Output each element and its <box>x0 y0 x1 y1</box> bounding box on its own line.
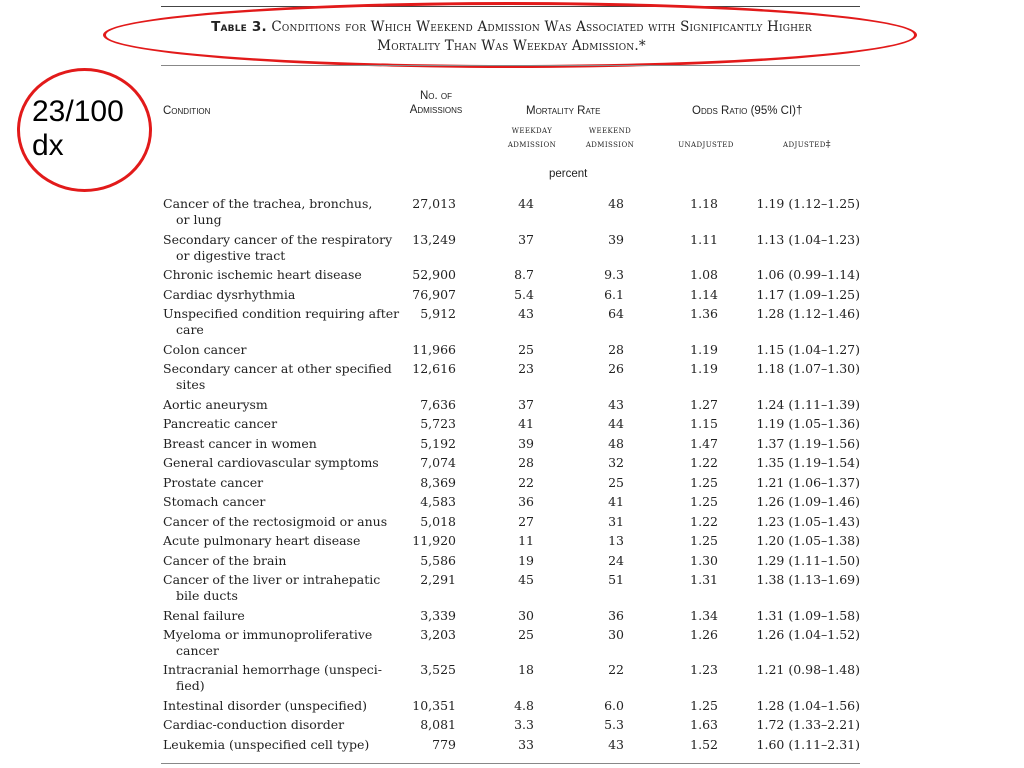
condition-name <box>163 436 383 452</box>
condition-name <box>163 361 392 392</box>
subheader-weekend-line-2: admission <box>585 139 635 150</box>
odds-ratio-adjusted: 1.26 (1.04–1.52) <box>756 627 860 642</box>
odds-ratio-adjusted: 1.15 (1.04–1.27) <box>756 342 860 357</box>
odds-ratio-unadjusted: 1.47 <box>690 436 718 451</box>
odds-ratio-adjusted: 1.60 (1.11–2.31) <box>756 737 860 752</box>
odds-ratio-unadjusted: 1.22 <box>690 514 718 529</box>
subheader-weekend-line-1: weekend <box>588 125 632 136</box>
weekday-mortality: 18 <box>518 662 534 677</box>
condition-name-line-2: care <box>176 321 204 337</box>
condition-name <box>163 533 383 549</box>
weekend-mortality: 51 <box>608 572 624 587</box>
weekend-mortality: 36 <box>608 608 624 623</box>
table-number: Table 3. <box>211 19 267 35</box>
weekday-mortality: 23 <box>518 361 534 376</box>
condition-name <box>163 342 383 358</box>
condition-name-line-1: Secondary cancer at other specified <box>163 361 392 376</box>
odds-ratio-adjusted: 1.06 (0.99–1.14) <box>756 267 860 282</box>
odds-ratio-adjusted: 1.23 (1.05–1.43) <box>756 514 860 529</box>
header-odds-ratio: Odds Ratio (95% CI)† <box>692 105 803 117</box>
odds-ratio-unadjusted: 1.08 <box>690 267 718 282</box>
admissions-count: 4,583 <box>420 494 456 509</box>
header-admissions-line-2: Admissions <box>409 104 463 116</box>
weekend-mortality: 41 <box>608 494 624 509</box>
odds-ratio-adjusted: 1.19 (1.12–1.25) <box>756 196 860 211</box>
odds-ratio-unadjusted: 1.22 <box>690 455 718 470</box>
weekday-mortality: 45 <box>518 572 534 587</box>
condition-name <box>163 397 383 413</box>
weekday-mortality: 19 <box>518 553 534 568</box>
odds-ratio-unadjusted: 1.34 <box>690 608 718 623</box>
condition-name-line-1: Intracranial hemorrhage (unspeci- <box>163 662 383 677</box>
subheader-unadjusted: unadjusted <box>678 139 734 150</box>
condition-name-line-1: Pancreatic cancer <box>163 416 278 431</box>
odds-ratio-unadjusted: 1.25 <box>690 494 718 509</box>
condition-name-line-1: Stomach cancer <box>163 494 266 509</box>
condition-name-line-1: Cardiac dysrhythmia <box>163 287 296 302</box>
condition-name <box>163 475 383 491</box>
odds-ratio-adjusted: 1.24 (1.11–1.39) <box>756 397 860 412</box>
weekday-mortality: 22 <box>518 475 534 490</box>
weekday-mortality: 11 <box>518 533 534 548</box>
odds-ratio-unadjusted: 1.18 <box>690 196 718 211</box>
condition-name-line-1: Unspecified condition requiring after <box>163 306 400 321</box>
condition-name-line-1: Leukemia (unspecified cell type) <box>163 737 370 752</box>
condition-name-line-1: General cardiovascular symptoms <box>163 455 379 470</box>
odds-ratio-adjusted: 1.13 (1.04–1.23) <box>756 232 860 247</box>
admissions-count: 76,907 <box>412 287 456 302</box>
condition-name-line-1: Prostate cancer <box>163 475 264 490</box>
odds-ratio-unadjusted: 1.36 <box>690 306 718 321</box>
weekend-mortality: 44 <box>608 416 624 431</box>
odds-ratio-unadjusted: 1.63 <box>690 717 718 732</box>
weekday-mortality: 5.4 <box>514 287 534 302</box>
admissions-count: 8,369 <box>420 475 456 490</box>
condition-name <box>163 608 383 624</box>
table-title-text-1: Conditions for Which Weekend Admission Was Associated with Significantly Higher <box>271 19 812 35</box>
admissions-count: 2,291 <box>420 572 456 587</box>
condition-name <box>163 287 383 303</box>
condition-name-line-2: or lung <box>176 211 222 227</box>
odds-ratio-unadjusted: 1.25 <box>690 533 718 548</box>
odds-ratio-unadjusted: 1.25 <box>690 475 718 490</box>
weekend-mortality: 64 <box>608 306 624 321</box>
header-mortality-rate: Mortality Rate <box>526 105 601 117</box>
admissions-count: 10,351 <box>412 698 456 713</box>
weekend-mortality: 43 <box>608 737 624 752</box>
weekend-mortality: 28 <box>608 342 624 357</box>
weekend-mortality: 30 <box>608 627 624 642</box>
odds-ratio-unadjusted: 1.26 <box>690 627 718 642</box>
condition-name <box>163 232 393 263</box>
odds-ratio-unadjusted: 1.19 <box>690 361 718 376</box>
admissions-count: 11,920 <box>412 533 456 548</box>
admissions-count: 3,203 <box>420 627 456 642</box>
condition-name-line-1: Secondary cancer of the respiratory <box>163 232 393 247</box>
header-admissions-line-1: No. of <box>419 90 453 102</box>
admissions-count: 5,018 <box>420 514 456 529</box>
weekday-mortality: 3.3 <box>514 717 534 732</box>
header-condition: Condition <box>163 105 211 117</box>
admissions-count: 11,966 <box>412 342 456 357</box>
odds-ratio-adjusted: 1.18 (1.07–1.30) <box>756 361 860 376</box>
condition-name-line-2: cancer <box>176 642 219 658</box>
weekday-mortality: 37 <box>518 397 534 412</box>
weekday-mortality: 43 <box>518 306 534 321</box>
odds-ratio-unadjusted: 1.23 <box>690 662 718 677</box>
odds-ratio-unadjusted: 1.14 <box>690 287 718 302</box>
condition-name <box>163 717 383 733</box>
condition-name <box>163 416 383 432</box>
weekend-mortality: 24 <box>608 553 624 568</box>
weekday-mortality: 25 <box>518 342 534 357</box>
table-title-line-2: Mortality Than Was Weekday Admission.* <box>377 38 646 54</box>
odds-ratio-unadjusted: 1.15 <box>690 416 718 431</box>
weekday-mortality: 33 <box>518 737 534 752</box>
weekday-mortality: 27 <box>518 514 534 529</box>
admissions-count: 5,586 <box>420 553 456 568</box>
weekend-mortality: 39 <box>608 232 624 247</box>
admissions-count: 3,339 <box>420 608 456 623</box>
odds-ratio-adjusted: 1.35 (1.19–1.54) <box>756 455 860 470</box>
condition-name-line-1: Breast cancer in women <box>163 436 317 451</box>
subheader-weekday-line-1: weekday <box>511 125 553 136</box>
weekend-mortality: 6.1 <box>604 287 624 302</box>
odds-ratio-adjusted: 1.29 (1.11–1.50) <box>756 553 860 568</box>
condition-name <box>163 494 383 510</box>
admissions-count: 12,616 <box>412 361 456 376</box>
condition-name <box>163 698 383 714</box>
weekend-mortality: 25 <box>608 475 624 490</box>
condition-name <box>163 572 383 603</box>
weekend-mortality: 32 <box>608 455 624 470</box>
condition-name-line-1: Aortic aneurysm <box>163 397 268 412</box>
admissions-count: 3,525 <box>420 662 456 677</box>
condition-name <box>163 553 383 569</box>
condition-name-line-1: Cancer of the trachea, bronchus, <box>163 196 373 211</box>
subheader-weekday-line-2: admission <box>507 139 557 150</box>
table-bottom-rule <box>161 763 860 764</box>
condition-name-line-1: Intestinal disorder (unspecified) <box>163 698 367 713</box>
weekday-mortality: 30 <box>518 608 534 623</box>
odds-ratio-adjusted: 1.37 (1.19–1.56) <box>756 436 860 451</box>
admissions-count: 7,074 <box>420 455 456 470</box>
weekend-mortality: 22 <box>608 662 624 677</box>
weekday-mortality: 37 <box>518 232 534 247</box>
condition-name <box>163 662 383 693</box>
condition-name-line-1: Cancer of the brain <box>163 553 287 568</box>
odds-ratio-adjusted: 1.72 (1.33–2.21) <box>756 717 860 732</box>
condition-name-line-1: Cardiac-conduction disorder <box>163 717 345 732</box>
admissions-count: 13,249 <box>412 232 456 247</box>
condition-name-line-1: Renal failure <box>163 608 245 623</box>
odds-ratio-unadjusted: 1.30 <box>690 553 718 568</box>
odds-ratio-adjusted: 1.28 (1.04–1.56) <box>756 698 860 713</box>
odds-ratio-adjusted: 1.17 (1.09–1.25) <box>756 287 860 302</box>
weekend-mortality: 43 <box>608 397 624 412</box>
condition-name-line-1: Cancer of the liver or intrahepatic <box>163 572 381 587</box>
admissions-count: 779 <box>432 737 456 752</box>
odds-ratio-adjusted: 1.21 (1.06–1.37) <box>756 475 860 490</box>
odds-ratio-adjusted: 1.28 (1.12–1.46) <box>756 306 860 321</box>
annotation-line-2: dx <box>32 129 64 162</box>
odds-ratio-unadjusted: 1.27 <box>690 397 718 412</box>
weekday-mortality: 44 <box>518 196 534 211</box>
weekend-mortality: 48 <box>608 196 624 211</box>
weekday-mortality: 39 <box>518 436 534 451</box>
condition-name-line-2: sites <box>176 376 206 392</box>
condition-name <box>163 196 383 227</box>
odds-ratio-adjusted: 1.19 (1.05–1.36) <box>756 416 860 431</box>
condition-name-line-1: Cancer of the rectosigmoid or anus <box>163 514 388 529</box>
odds-ratio-adjusted: 1.38 (1.13–1.69) <box>756 572 860 587</box>
condition-name <box>163 306 400 337</box>
condition-name-line-1: Acute pulmonary heart disease <box>163 533 361 548</box>
odds-ratio-unadjusted: 1.19 <box>690 342 718 357</box>
condition-name-line-1: Chronic ischemic heart disease <box>163 267 362 282</box>
admissions-count: 7,636 <box>420 397 456 412</box>
condition-name-line-2: fied) <box>176 677 205 693</box>
odds-ratio-unadjusted: 1.52 <box>690 737 718 752</box>
subheader-adjusted: adjusted‡ <box>783 139 831 150</box>
unit-label-percent: percent <box>549 168 588 180</box>
condition-name <box>163 737 383 753</box>
admissions-count: 5,192 <box>420 436 456 451</box>
odds-ratio-adjusted: 1.21 (0.98–1.48) <box>756 662 860 677</box>
condition-name <box>163 514 388 530</box>
weekend-mortality: 5.3 <box>604 717 624 732</box>
weekday-mortality: 8.7 <box>514 267 534 282</box>
weekday-mortality: 25 <box>518 627 534 642</box>
weekend-mortality: 31 <box>608 514 624 529</box>
annotation-line-1: 23/100 <box>32 95 124 128</box>
weekday-mortality: 36 <box>518 494 534 509</box>
admissions-count: 5,912 <box>420 306 456 321</box>
weekday-mortality: 28 <box>518 455 534 470</box>
admissions-count: 5,723 <box>420 416 456 431</box>
condition-name-line-2: or digestive tract <box>176 247 286 263</box>
weekend-mortality: 9.3 <box>604 267 624 282</box>
admissions-count: 52,900 <box>412 267 456 282</box>
weekday-mortality: 41 <box>518 416 534 431</box>
condition-name-line-1: Colon cancer <box>163 342 247 357</box>
odds-ratio-adjusted: 1.31 (1.09–1.58) <box>756 608 860 623</box>
condition-name <box>163 267 383 283</box>
odds-ratio-unadjusted: 1.25 <box>690 698 718 713</box>
admissions-count: 27,013 <box>412 196 456 211</box>
weekend-mortality: 13 <box>608 533 624 548</box>
odds-ratio-adjusted: 1.20 (1.05–1.38) <box>756 533 860 548</box>
odds-ratio-adjusted: 1.26 (1.09–1.46) <box>756 494 860 509</box>
weekend-mortality: 6.0 <box>604 698 624 713</box>
condition-name <box>163 627 383 658</box>
weekend-mortality: 48 <box>608 436 624 451</box>
admissions-count: 8,081 <box>420 717 456 732</box>
weekend-mortality: 26 <box>608 361 624 376</box>
odds-ratio-unadjusted: 1.31 <box>690 572 718 587</box>
condition-name-line-2: bile ducts <box>176 587 238 603</box>
condition-name <box>163 455 383 471</box>
weekday-mortality: 4.8 <box>514 698 534 713</box>
condition-name-line-1: Myeloma or immunoproliferative <box>163 627 373 642</box>
odds-ratio-unadjusted: 1.11 <box>690 232 718 247</box>
